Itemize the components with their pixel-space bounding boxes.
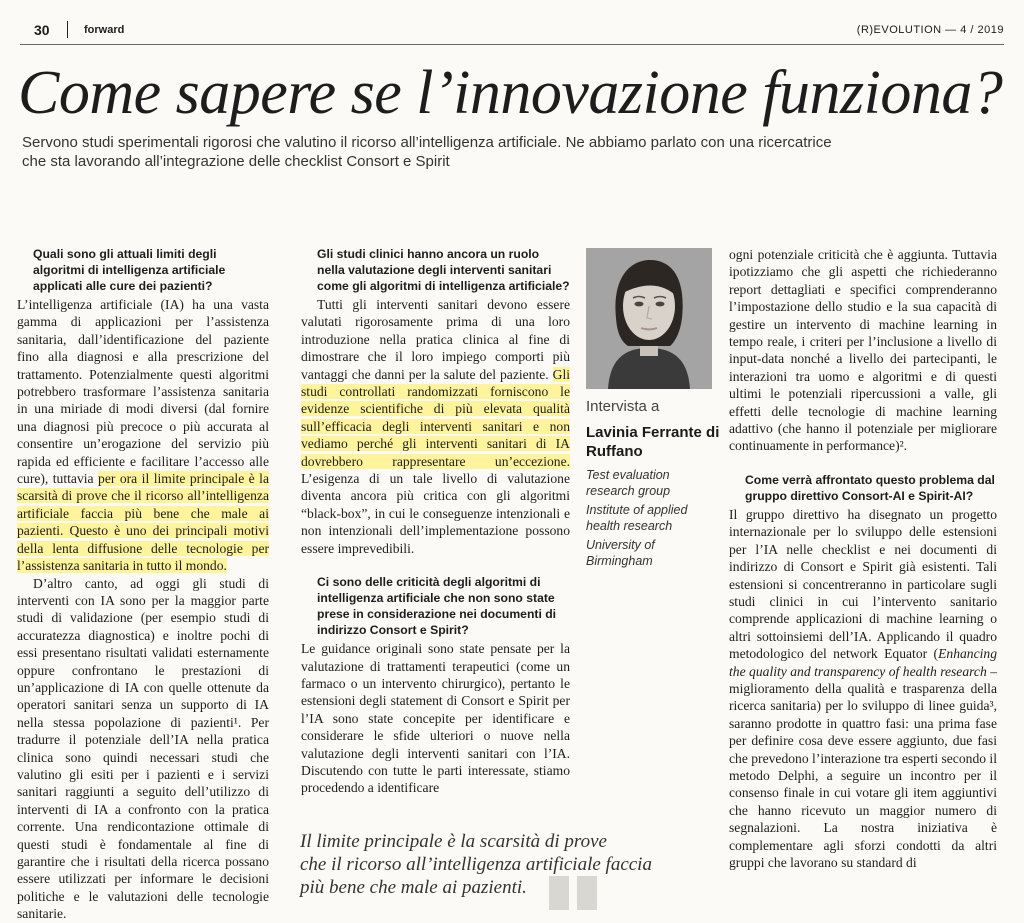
article-dek bbox=[22, 133, 922, 171]
highlighted-text: per ora il limite principale è la scarsità di prove che il ricorso all’intelligenza artificiale faccia più bene che male ai pazienti. Questo è uno dei principali motivi della lenta diffusione delle tecnologie per l’assistenza sanitaria in tutto il mondo. bbox=[17, 471, 269, 574]
article-title: Come sapere se l’innovazione funziona? bbox=[18, 59, 1003, 127]
dek-line: che sta lavorando all’integrazione delle checklist Consort e Spirit bbox=[22, 153, 450, 170]
quote-mark-icon bbox=[545, 876, 601, 906]
paragraph: D’altro canto, ad oggi gli studi di interventi con IA sono per la maggior parte studi di validazione (per esempio studi di accuratezza diagnostica) e inoltre pochi di essi presentano risultati validati esternamente oppure confrontano le prestazioni di un’applicazione di IA con quelle ottenute da operatori sanitari senza un supporto di IA nella stessa popolazione di pazienti¹. Per tradurre il potenziale dell’IA nella pratica clinica sono quindi necessari studi che valutino gli esiti per i pazienti e i servizi sanitari raggiunti a seguito dell’utilizzo di interventi di IA a confronto con la pratica corrente. Una rendicontazione ottimale di questi studi è fondamentale al fine di garantire che i risultati della ricerca possano essere utilizzati per informare le decisioni politiche e le valutazioni delle tecnologie sanitarie. bbox=[17, 575, 269, 922]
interview-label: Intervista a bbox=[586, 398, 660, 415]
pull-quote-line: Il limite principale è la scarsità di prove bbox=[300, 831, 607, 852]
paragraph-text: L’esigenza di un tale livello di valutazione diventa ancora più critica con gli algoritmi “black-box”, in cui le conseguenze intenzionali e non intenzionali dell’implementazione possono essere imprevedibili. bbox=[301, 471, 570, 556]
question-heading: Ci sono delle criticità degli algoritmi di intelligenza artificiale che non sono state prese in considerazione nei documenti di indirizzo Consort e Spirit? bbox=[317, 575, 557, 638]
section-label: forward bbox=[84, 24, 125, 36]
paragraph-text: L’intelligenza artificiale (IA) ha una vasta gamma di applicazioni per l’assistenza sanitaria, dall’identificazione del paziente fino alla diagnosi e alla prescrizione del trattamento. Potenzialmente questi algoritmi potrebbero trasformare l’assistenza sanitaria in una miriade di modi diversi (dal fornire una diagnosi più precoce o più accurata al consentire un’erogazione del servizio più rapida ed efficiente e facilitare l’accesso alle cure), tuttavia bbox=[17, 297, 269, 487]
paragraph-text: – miglioramento della qualità e trasparenza della ricerca sanitaria) per lo sviluppo di linee guida³, saranno prodotte in quattro fasi: una prima fase per definire cosa deve essere aggiunto, due fasi che prevedono l’interazione tra esperti secondo il metodo Delphi, a seguire un incontro per il consenso finale in cui votare gli item aggiuntivi che hanno ricevuto un maggior numero di segnalazioni. La nostra iniziativa è complementare agli sforzi condotti da altri gruppi che lavorano su standard di bbox=[729, 663, 997, 870]
page-number: 30 bbox=[34, 22, 50, 38]
paragraph-text: Il gruppo direttivo ha disegnato un progetto internazionale per lo sviluppo delle estensioni per l’IA nelle checklist e nei documenti di indirizzo di Consort e Spirit già esistenti. Tali estensioni si concentreranno in particolare sugli studi clinici in cui l’intervento sanitario comprende applicazioni di machine learning o altri sottoinsiemi dell’IA. Applicando il quadro metodologico del network Equator ( bbox=[729, 506, 997, 662]
paragraph bbox=[729, 506, 997, 872]
italic-text: Enhancing the quality and transparency of health research bbox=[729, 646, 997, 679]
question-heading: Quali sono gli attuali limiti degli algoritmi di intelligenza artificiale applicati alle cure dei pazienti? bbox=[33, 247, 226, 293]
pull-quote-line: che il ricorso all’intelligenza artificiale faccia bbox=[300, 854, 652, 875]
header-divider bbox=[67, 21, 68, 38]
affiliation: Test evaluation research group bbox=[586, 468, 671, 498]
interviewee-photo bbox=[586, 248, 712, 389]
interview-card bbox=[586, 398, 721, 572]
column-3 bbox=[729, 246, 997, 871]
pull-quote-line: più bene che male ai pazienti. bbox=[300, 877, 527, 898]
column-1 bbox=[17, 246, 269, 923]
paragraph: ogni potenziale criticità che è aggiunta. Tuttavia ipotizziamo che gli aspetti che richiederanno report dettagliati e specifici comprenderanno l’impostazione dello studio e la sua capacità di gestire un intervento di machine learning in tempo reale, i criteri per l’inclusione a livello di input-data nonché a livello dei partecipanti, le interazioni tra uomo e algoritmi e di questi ultimi le potenziali ripercussioni a valle, gli effetti delle tecnologie di machine learning adattivo (che hanno il potenziale per migliorare continuamente in performance)². bbox=[729, 247, 997, 454]
paragraph bbox=[17, 296, 269, 575]
question-heading: Come verrà affrontato questo problema dal gruppo direttivo Consort-AI e Spirit-AI? bbox=[745, 472, 995, 503]
highlighted-text: Gli studi controllati randomizzati forniscono le evidenze scientifiche di più elevata qualità sull’efficacia degli interventi sanitari e non vediamo perché gli interventi sanitari di IA dovrebbero rappresentare un’eccezione. bbox=[301, 366, 570, 469]
paragraph-text: Tutti gli interventi sanitari devono essere valutati rigorosamente prima di una loro introduzione nella pratica clinica al fine di dimostrare che il loro impiego comporti più vantaggi che danni per la salute del paziente. bbox=[301, 297, 570, 382]
affiliation: Institute of applied health research bbox=[586, 503, 688, 533]
issue-label: (R)EVOLUTION — 4 / 2019 bbox=[856, 24, 1004, 36]
pull-quote bbox=[300, 830, 680, 899]
column-2 bbox=[301, 246, 570, 797]
paragraph: Le guidance originali sono state pensate per la valutazione di trattamenti terapeutici (come un farmaco o un intervento chirurgico), pertanto le estensioni degli statement di Consort e Spirit per l’IA sono state concepite per identificare e considerare le sfide ulteriori o nuove nella valutazione degli interventi sanitari con l’IA. Discutendo con tutte le parti interessate, stiamo procedendo a identificare bbox=[301, 641, 570, 796]
paragraph bbox=[301, 296, 570, 557]
running-header bbox=[20, 18, 1004, 45]
affiliation: University of Birmingham bbox=[586, 538, 655, 568]
interviewee-name: Lavinia Ferrante di Ruffano bbox=[586, 424, 720, 460]
dek-line: Servono studi sperimentali rigorosi che valutino il ricorso all’intelligenza artificiale. Ne abbiamo parlato con una ricercatrice bbox=[22, 134, 832, 151]
question-heading: Gli studi clinici hanno ancora un ruolo nella valutazione degli interventi sanitari come gli algoritmi di intelligenza artificiale? bbox=[317, 247, 570, 293]
